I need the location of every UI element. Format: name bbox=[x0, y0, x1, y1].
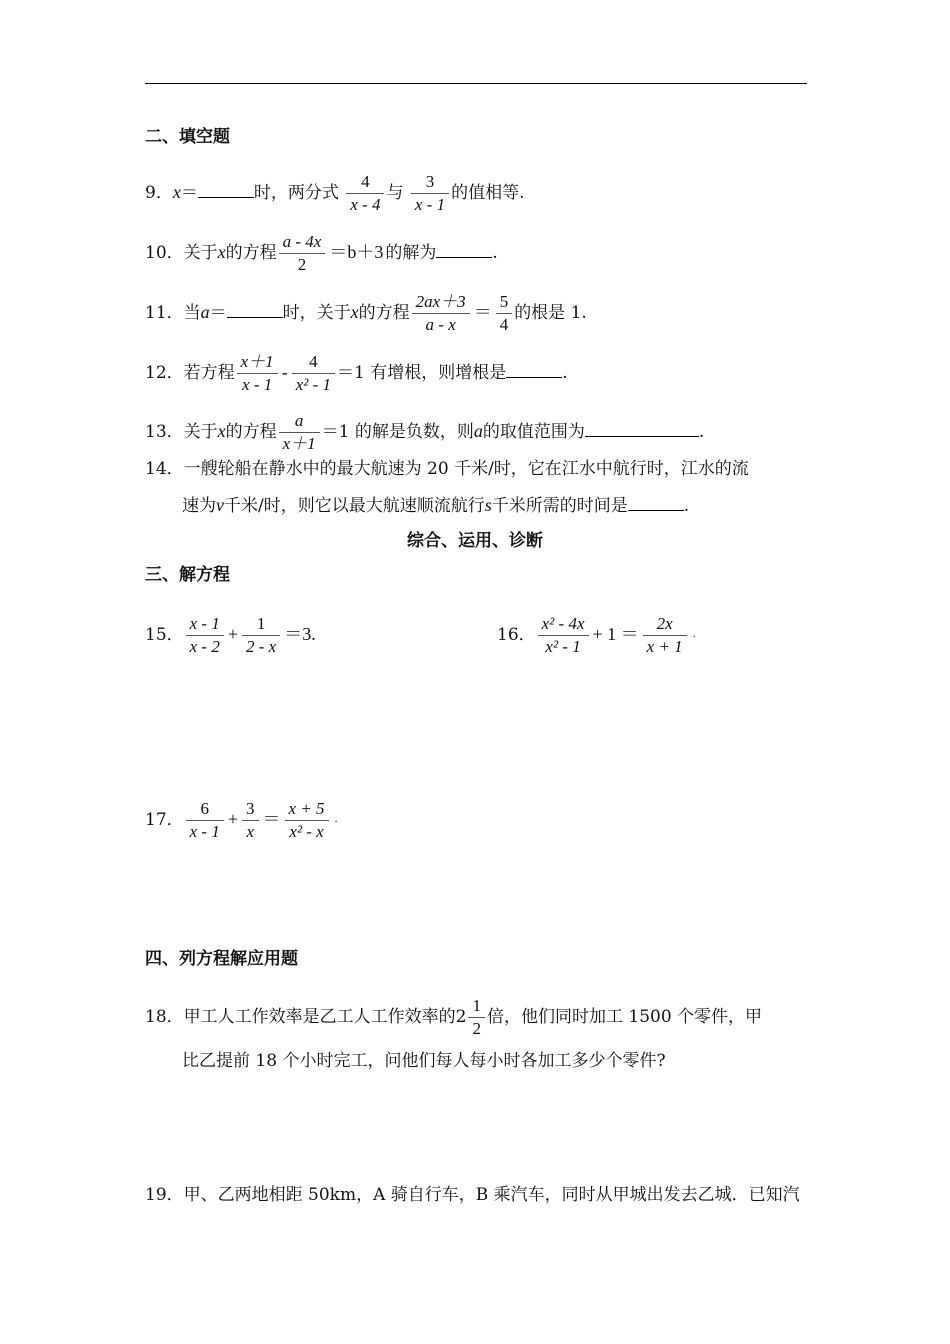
question-16-number: 16． bbox=[497, 625, 536, 645]
question-14-line-2 bbox=[182, 494, 689, 517]
numerator: 3 bbox=[411, 171, 449, 194]
numerator: 6 bbox=[186, 798, 224, 821]
section-subtitle: 综合、运用、诊断 bbox=[407, 531, 543, 551]
var-a: a bbox=[200, 302, 210, 322]
numerator: 4 bbox=[346, 171, 384, 194]
numerator: x＋1 bbox=[237, 351, 278, 374]
fraction bbox=[643, 613, 687, 658]
question-text: ＝1 的解是负数，则 bbox=[321, 422, 474, 442]
var-x: x bbox=[217, 421, 226, 441]
fraction bbox=[496, 291, 513, 336]
question-10-number: 10．关于 bbox=[145, 243, 218, 263]
denominator: x - 1 bbox=[414, 195, 446, 214]
question-text: 18．甲工人工作效率是乙工人工作效率的 bbox=[145, 1007, 456, 1027]
question-13-number: 13．关于 bbox=[145, 422, 218, 442]
period: . bbox=[562, 363, 568, 383]
numerator: a bbox=[279, 410, 320, 433]
question-text: 千米/时，则它以最大航速顺流航行 bbox=[224, 496, 485, 516]
question-10 bbox=[145, 231, 498, 276]
question-text: ＝1 有增根，则增根是 bbox=[337, 363, 507, 383]
plus-sign: + bbox=[227, 624, 239, 644]
denominator: x bbox=[246, 822, 255, 841]
section-apply-heading: 四、列方程解应用题 bbox=[145, 949, 298, 969]
fraction bbox=[242, 613, 280, 658]
question-text: 的根是 1. bbox=[514, 303, 587, 323]
question-11 bbox=[145, 291, 587, 336]
question-15-number: 15． bbox=[145, 625, 184, 645]
equation-rhs: ＝3. bbox=[284, 624, 316, 644]
equals-sign: ＝ bbox=[473, 302, 492, 322]
question-16 bbox=[497, 613, 696, 658]
numerator: x - 1 bbox=[186, 613, 224, 636]
end-dot: · bbox=[334, 817, 338, 828]
top-rule bbox=[145, 83, 807, 84]
equals-sign: ＝ bbox=[180, 183, 198, 203]
denominator: x - 1 bbox=[242, 375, 273, 394]
var-a: a bbox=[473, 421, 483, 441]
answer-blank bbox=[198, 181, 254, 198]
fraction bbox=[346, 171, 384, 216]
numerator: x + 5 bbox=[285, 798, 329, 821]
question-text: 的方程 bbox=[358, 303, 410, 323]
denominator: x - 1 bbox=[189, 822, 220, 841]
question-11-number: 11．当 bbox=[145, 303, 201, 323]
question-9 bbox=[145, 171, 524, 216]
section-solve-heading: 三、解方程 bbox=[145, 565, 230, 585]
numerator: 1 bbox=[468, 995, 485, 1018]
answer-blank bbox=[436, 241, 492, 258]
equals-sign: ＝ bbox=[262, 809, 281, 829]
question-18-line-1 bbox=[145, 995, 762, 1040]
fraction bbox=[411, 171, 449, 216]
equation-middle: + 1 ＝ bbox=[592, 624, 639, 644]
question-text: 与 bbox=[386, 183, 404, 203]
denominator: 2 bbox=[472, 1019, 481, 1038]
question-text: 的值相等. bbox=[451, 183, 525, 203]
question-18-line-2: 比乙提前 18 个小时完工，问他们每人每小时各加工多少个零件? bbox=[182, 1051, 666, 1071]
question-14-line-1: 14．一艘轮船在静水中的最大航速为 20 千米/时，它在江水中航行时，江水的流 bbox=[145, 459, 749, 479]
fraction bbox=[186, 798, 224, 843]
section-fill-heading: 二、填空题 bbox=[145, 127, 230, 147]
numerator: 4 bbox=[292, 351, 335, 374]
question-text: 的方程 bbox=[225, 422, 277, 442]
equation-rhs: ＝b＋3 bbox=[329, 242, 384, 262]
var-x: x bbox=[217, 242, 226, 262]
fraction bbox=[292, 351, 335, 396]
var-v: v bbox=[216, 495, 224, 515]
fraction bbox=[186, 613, 224, 658]
fraction bbox=[538, 613, 589, 658]
fraction bbox=[237, 351, 278, 396]
denominator: a - x bbox=[425, 315, 456, 334]
equals-sign: ＝ bbox=[209, 303, 227, 323]
denominator: x² - x bbox=[289, 822, 324, 841]
question-text: 的取值范围为 bbox=[482, 422, 585, 442]
fraction bbox=[279, 410, 320, 455]
denominator: x - 4 bbox=[350, 195, 381, 214]
answer-blank bbox=[506, 361, 562, 378]
denominator: x＋1 bbox=[282, 434, 316, 453]
end-dot: · bbox=[692, 632, 696, 643]
period: . bbox=[683, 496, 690, 516]
plus-sign: + bbox=[227, 809, 239, 829]
fraction bbox=[468, 995, 485, 1040]
question-17-number: 17． bbox=[145, 810, 184, 830]
numerator: x² - 4x bbox=[538, 613, 589, 636]
question-13 bbox=[145, 410, 704, 455]
var-x: x bbox=[350, 302, 359, 322]
var-x: x bbox=[172, 182, 181, 202]
answer-blank bbox=[585, 420, 699, 437]
denominator: x - 2 bbox=[189, 637, 220, 656]
numerator: 1 bbox=[242, 613, 280, 636]
numerator: 2x bbox=[643, 613, 687, 636]
fraction bbox=[285, 798, 329, 843]
period: . bbox=[698, 422, 705, 442]
question-12 bbox=[145, 351, 568, 396]
numerator: 3 bbox=[242, 798, 259, 821]
question-text: 时，两分式 bbox=[253, 183, 339, 203]
denominator: 4 bbox=[499, 315, 509, 334]
answer-blank bbox=[227, 301, 283, 318]
mixed-number-whole: 2 bbox=[455, 1007, 467, 1027]
question-17 bbox=[145, 798, 338, 843]
fraction bbox=[242, 798, 259, 843]
minus-sign: - bbox=[281, 362, 288, 382]
question-15 bbox=[145, 613, 318, 658]
question-text: 千米所需的时间是 bbox=[491, 496, 628, 516]
denominator: 2 - x bbox=[246, 637, 277, 656]
question-text: 时，关于 bbox=[282, 303, 351, 323]
fraction bbox=[412, 291, 470, 336]
fraction bbox=[279, 231, 326, 276]
period: . bbox=[492, 243, 498, 263]
question-12-number: 12．若方程 bbox=[145, 363, 235, 383]
question-text: 速为 bbox=[182, 496, 216, 516]
numerator: 5 bbox=[496, 291, 513, 314]
question-text: 的解为 bbox=[385, 243, 437, 263]
var-s: s bbox=[484, 495, 492, 515]
denominator: x + 1 bbox=[646, 637, 683, 656]
answer-blank bbox=[628, 494, 684, 511]
denominator: x² - 1 bbox=[295, 375, 331, 394]
question-text: 倍，他们同时加工 1500 个零件，甲 bbox=[486, 1007, 763, 1027]
denominator: 2 bbox=[297, 255, 307, 274]
numerator: 2ax＋3 bbox=[412, 291, 470, 314]
denominator: x² - 1 bbox=[545, 637, 581, 656]
question-19-line-1: 19．甲、乙两地相距 50km，A 骑自行车，B 乘汽车，同时从甲城出发去乙城．已知汽 bbox=[145, 1185, 800, 1205]
question-9-number: 9． bbox=[145, 183, 173, 203]
question-text: 的方程 bbox=[225, 243, 277, 263]
numerator: a - 4x bbox=[279, 231, 326, 254]
